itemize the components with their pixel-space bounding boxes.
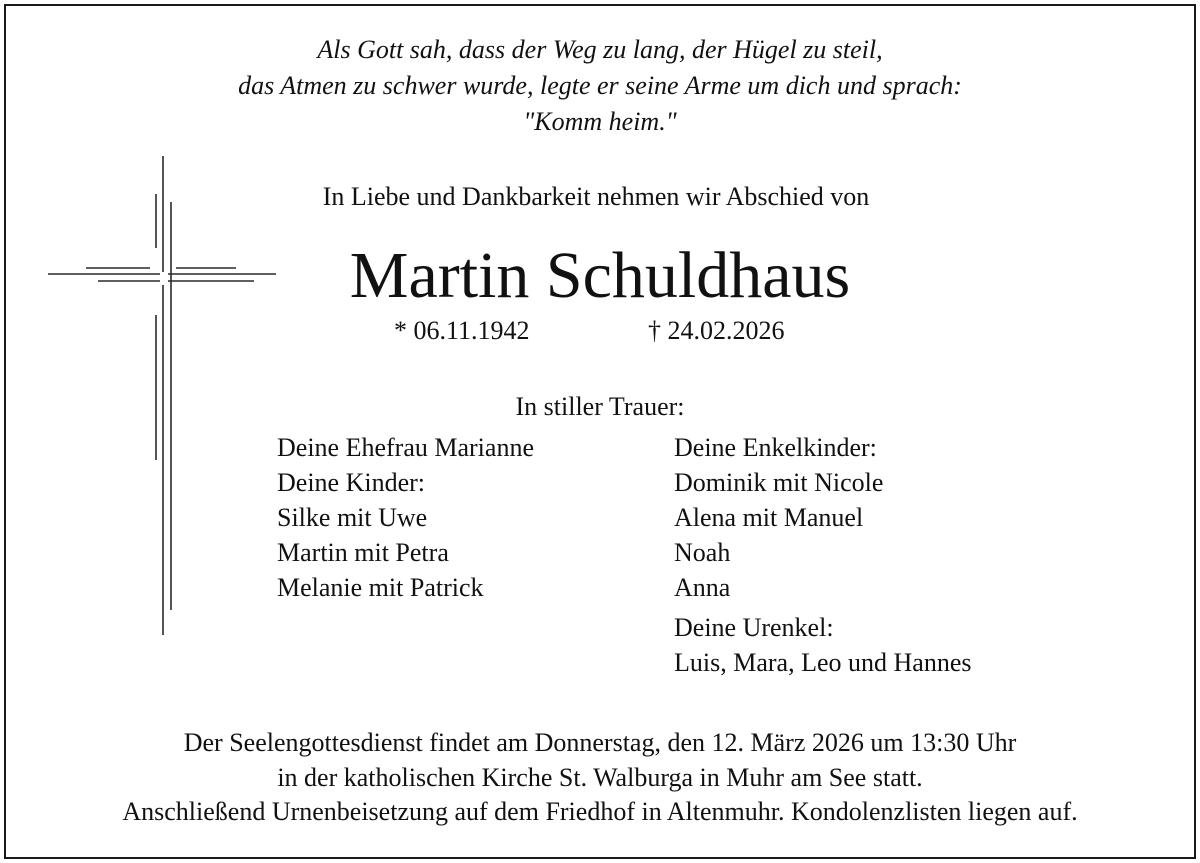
mourner-line: Martin mit Petra bbox=[277, 538, 449, 567]
verse-line: Als Gott sah, dass der Weg zu lang, der Hügel zu steil, bbox=[317, 35, 883, 64]
birth-date: * 06.11.1942 bbox=[394, 316, 530, 345]
mourner-line: Deine Enkelkinder: bbox=[674, 433, 877, 462]
intro-text: In Liebe und Dankbarkeit nehmen wir Abschied von bbox=[322, 182, 870, 211]
verse-line: das Atmen zu schwer wurde, legte er seine Arme um dich und sprach: bbox=[238, 71, 962, 100]
verse bbox=[0, 32, 1200, 140]
mourner-line: Melanie mit Patrick bbox=[277, 573, 484, 602]
service-line: Anschließend Urnenbeisetzung auf dem Friedhof in Altenmuhr. Kondolenzlisten liegen auf. bbox=[122, 797, 1078, 826]
mourners-right-column bbox=[674, 430, 971, 680]
mourner-line: Luis, Mara, Leo und Hannes bbox=[674, 648, 972, 677]
mourner-line: Dominik mit Nicole bbox=[674, 468, 884, 497]
mourner-line: Deine Ehefrau Marianne bbox=[277, 433, 534, 462]
mourner-line: Alena mit Manuel bbox=[674, 503, 864, 532]
service-info bbox=[0, 726, 1200, 830]
mourner-line: Deine Urenkel: bbox=[674, 613, 834, 642]
mourners-left-column bbox=[277, 430, 534, 605]
mourner-line: Noah bbox=[674, 538, 731, 567]
mourners-heading: In stiller Trauer: bbox=[515, 392, 685, 421]
service-line: in der katholischen Kirche St. Walburga in Muhr am See statt. bbox=[277, 762, 923, 792]
death-date: † 24.02.2026 bbox=[648, 316, 785, 345]
mourner-line: Deine Kinder: bbox=[277, 468, 426, 497]
service-line: Der Seelengottesdienst findet am Donnerstag, den 12. März 2026 um 13:30 Uhr bbox=[183, 728, 1017, 757]
mourner-line: Anna bbox=[674, 573, 731, 602]
mourner-line: Silke mit Uwe bbox=[277, 503, 428, 532]
verse-line: "Komm heim." bbox=[523, 107, 677, 136]
deceased-name: Martin Schuldhaus bbox=[349, 239, 851, 312]
